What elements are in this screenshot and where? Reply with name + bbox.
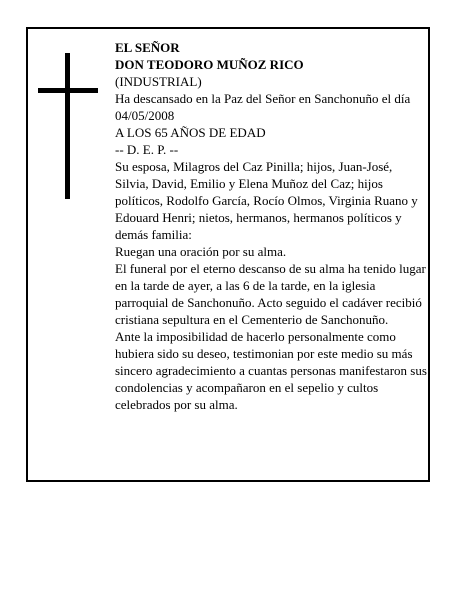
gratitude-paragraph: Ante la imposibilidad de hacerlo personalmente como hubiera sido su deseo, testimonian por este medio su más sincero agradecimiento a cuantas personas manifestaron sus condolencias y acompañaron en el sepelio y cultos celebrados por su alma. xyxy=(115,329,427,412)
heading-title: EL SEÑOR xyxy=(115,40,180,55)
profession: (INDUSTRIAL) xyxy=(115,74,202,89)
age-statement: A LOS 65 AÑOS DE EDAD xyxy=(115,125,266,140)
obituary-notice xyxy=(26,27,430,482)
funeral-paragraph: El funeral por el eterno descanso de su alma ha tenido lugar en la tarde de ayer, a las 6 de la tarde, en la iglesia parroquial de Sanchonuño. Acto seguido el cadáver recibió cristiana sepultura en el Cementerio de Sanchonuño. xyxy=(115,261,426,327)
prayer-request: Ruegan una oración por su alma. xyxy=(115,244,287,259)
cross-icon xyxy=(38,53,98,199)
obituary-text xyxy=(115,39,427,413)
death-statement: Ha descansado en la Paz del Señor en Sanchonuño el día 04/05/2008 xyxy=(115,91,411,123)
cross-vertical-bar xyxy=(65,53,70,199)
family-paragraph: Su esposa, Milagros del Caz Pinilla; hijos, Juan-José, Silvia, David, Emilio y Elena Muñoz del Caz; hijos políticos, Rodolfo García, Rocío Olmos, Virginia Ruano y Edouard Henri; nietos, hermanos, hermanos políticos y demás familia: xyxy=(115,159,418,242)
rip-line: -- D. E. P. -- xyxy=(115,142,179,157)
deceased-name: DON TEODORO MUÑOZ RICO xyxy=(115,57,304,72)
cross-horizontal-bar xyxy=(38,88,98,93)
